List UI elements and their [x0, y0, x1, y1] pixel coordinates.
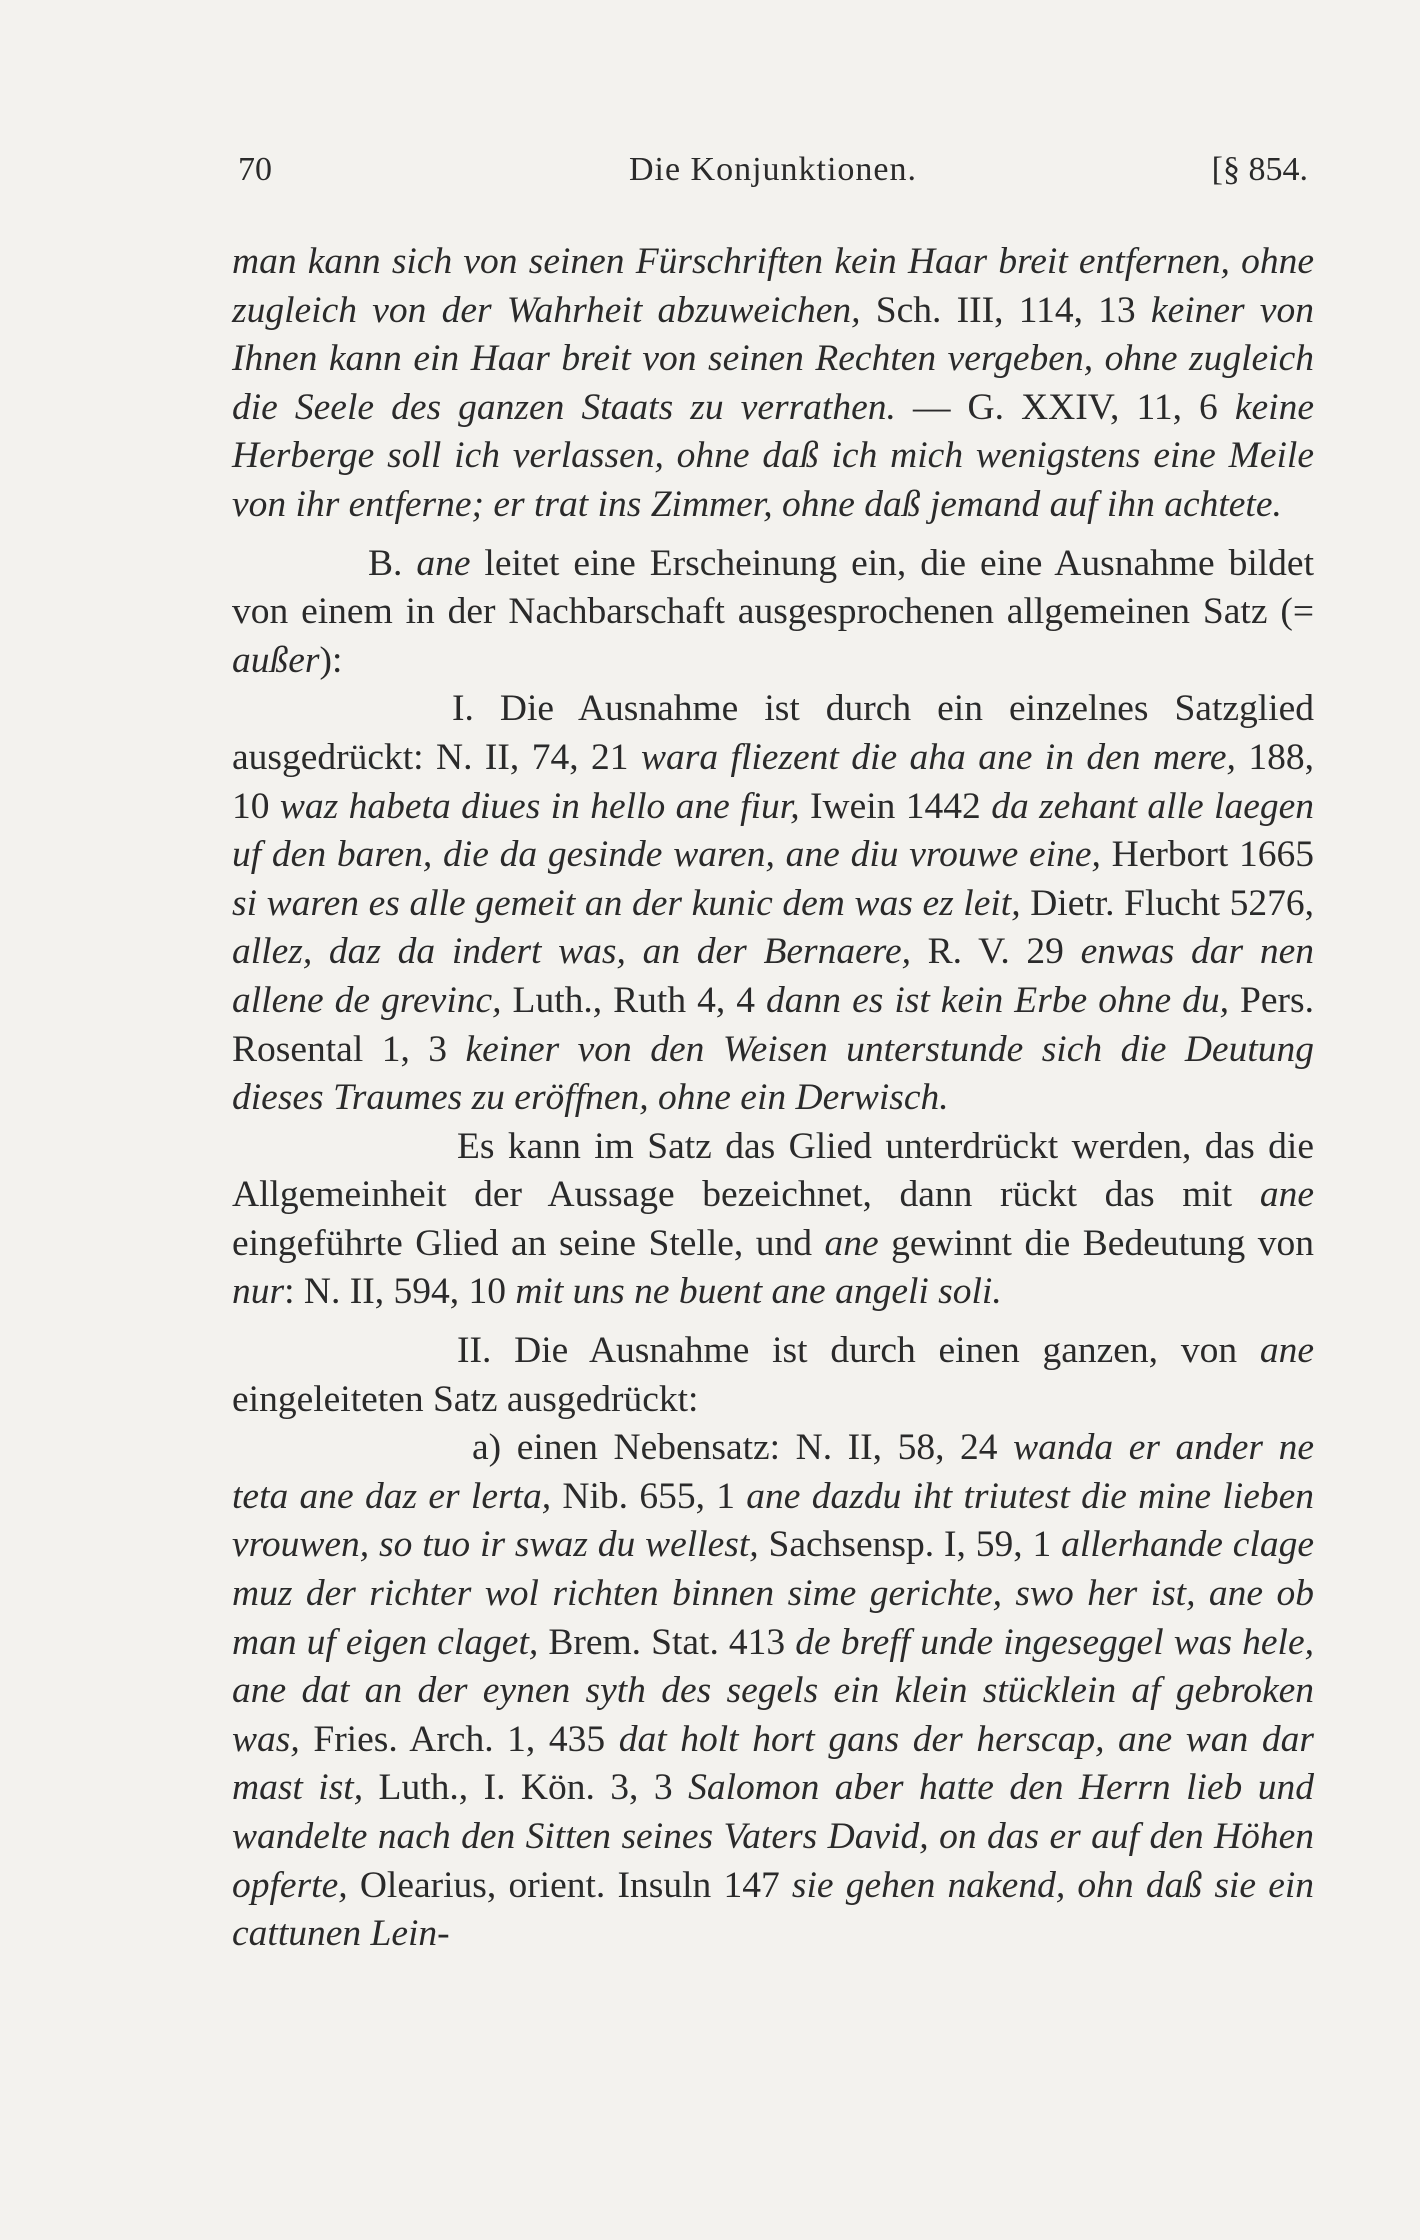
- paragraph-b: [232, 540, 1314, 686]
- term: nur: [232, 1271, 285, 1313]
- citation: Luth., I. Kön. 3, 3: [363, 1767, 689, 1809]
- text: II. Die Ausnahme ist durch einen ganzen, von: [457, 1330, 1260, 1372]
- quote: dann es ist kein Erbe ohne du,: [766, 979, 1230, 1021]
- paragraph-examples-ohne: [232, 238, 1314, 530]
- quote: sie gehen nakend, ohn daß sie ein cattunen Lein-: [232, 1864, 1315, 1955]
- quote: Salomon aber hatte den Herrn lieb und wandelte nach den Sitten seines Vaters David, on das er auf den Höhen opferte,: [232, 1767, 1314, 1906]
- text: B.: [368, 542, 417, 584]
- term: außer: [232, 639, 320, 681]
- citation: Sachsensp. I, 59, 1: [758, 1524, 1062, 1566]
- section-number: [§ 854.: [1211, 151, 1308, 188]
- citation: R. V. 29: [910, 931, 1081, 973]
- quote: man kann sich von seinen Fürschriften kein Haar breit entfernen, ohne zugleich von der Wahrheit abzuweichen,: [232, 241, 1314, 331]
- text: leitet eine Erscheinung ein, die eine Ausnahme bildet von einem in der Nachbarschaft ausgesprochenen allgemeinen Satz (=: [232, 542, 1314, 633]
- citation: Brem. Stat. 413: [538, 1621, 796, 1663]
- paragraph-i: [232, 685, 1314, 1122]
- term: ane: [416, 542, 471, 584]
- citation: Nib. 655, 1: [551, 1475, 747, 1517]
- quote: waz habeta diues in hello ane fiur,: [279, 785, 800, 827]
- citation: Fries. Arch. 1, 435: [299, 1718, 619, 1760]
- paragraph-a: [232, 1424, 1314, 1959]
- text: eingeleiteten Satz ausgedrückt:: [232, 1378, 699, 1420]
- quote: de breff unde ingeseggel was hele, ane dat an der eynen syth des segels ein klein stücklein af gebroken was,: [232, 1621, 1314, 1760]
- quote: keine Herberge soll ich verlassen, ohne daß ich mich wenigstens eine Meile von ihr entferne; er trat ins Zimmer, ohne daß jemand auf ihn achtete.: [232, 386, 1314, 525]
- text: ):: [319, 639, 343, 681]
- citation: 188, 10: [232, 736, 1314, 827]
- term: ane: [1259, 1174, 1314, 1216]
- citation: Iwein 1442: [799, 785, 992, 827]
- text: eingeführte Glied an seine Stelle, und: [232, 1222, 825, 1264]
- quote: da zehant alle laegen uf den baren, die da gesinde waren, ane diu vrouwe eine,: [232, 785, 1314, 876]
- text: gewinnt die Bedeutung von: [878, 1222, 1314, 1264]
- paragraph-suppression: [232, 1123, 1314, 1317]
- citation: : N. II, 594, 10: [284, 1271, 516, 1313]
- citation: Dietr. Flucht 5276,: [1020, 882, 1314, 924]
- quote: wanda er ander ne teta ane daz er lerta,: [232, 1427, 1314, 1517]
- quote: keiner von Ihnen kann ein Haar breit von seinen Rechten vergeben, ohne zugleich die Seele des ganzen Staats zu verrathen.: [232, 289, 1314, 428]
- quote: mit uns ne buent ane angeli soli.: [515, 1271, 1002, 1313]
- text: Es kann im Satz das Glied unterdrückt werden, das die Allgemeinheit der Aussage bezeichnet, dann rückt das mit: [232, 1125, 1314, 1216]
- paragraph-ii: [232, 1327, 1314, 1424]
- quote: dat holt hort gans der herscap, ane wan dar mast ist,: [232, 1718, 1314, 1809]
- citation: Herbort 1665: [1100, 834, 1314, 876]
- term: ane: [1259, 1330, 1314, 1372]
- quote: allerhande clage muz der richter wol richten binnen sime gerichte, swo her ist, ane ob man uf eigen claget,: [232, 1524, 1315, 1663]
- quote: si waren es alle gemeit an der kunic dem was ez leit,: [232, 882, 1021, 924]
- quote: wara fliezent die aha ane in den mere,: [640, 736, 1236, 778]
- citation: Olearius, orient. Insuln 147: [347, 1864, 792, 1906]
- text: I. Die Ausnahme ist durch ein einzelnes Satzglied ausgedrückt: N. II, 74, 21: [232, 688, 1314, 778]
- quote: keiner von den Weisen unterstunde sich die Deutung dieses Traumes zu eröffnen, ohne ein Derwisch.: [232, 1028, 1314, 1119]
- page-body: [232, 238, 1314, 1959]
- citation: Sch. III, 114, 13: [860, 289, 1151, 331]
- quote: allez, daz da indert was, an der Bernaere,: [232, 931, 911, 973]
- citation: Luth., Ruth 4, 4: [501, 979, 767, 1021]
- text: a) einen Nebensatz: N. II, 58, 24: [472, 1427, 1014, 1469]
- quote: ane dazdu iht triutest die mine lieben vrouwen, so tuo ir swaz du wellest,: [232, 1475, 1314, 1566]
- term: ane: [824, 1222, 879, 1264]
- quote: enwas dar nen allene de grevinc,: [232, 931, 1314, 1021]
- citation: — G. XXIV, 11, 6: [895, 386, 1235, 428]
- chapter-title: Die Konjunktionen.: [628, 151, 918, 188]
- citation: Pers. Rosental 1, 3: [232, 979, 1314, 1070]
- page-number: 70: [238, 151, 272, 188]
